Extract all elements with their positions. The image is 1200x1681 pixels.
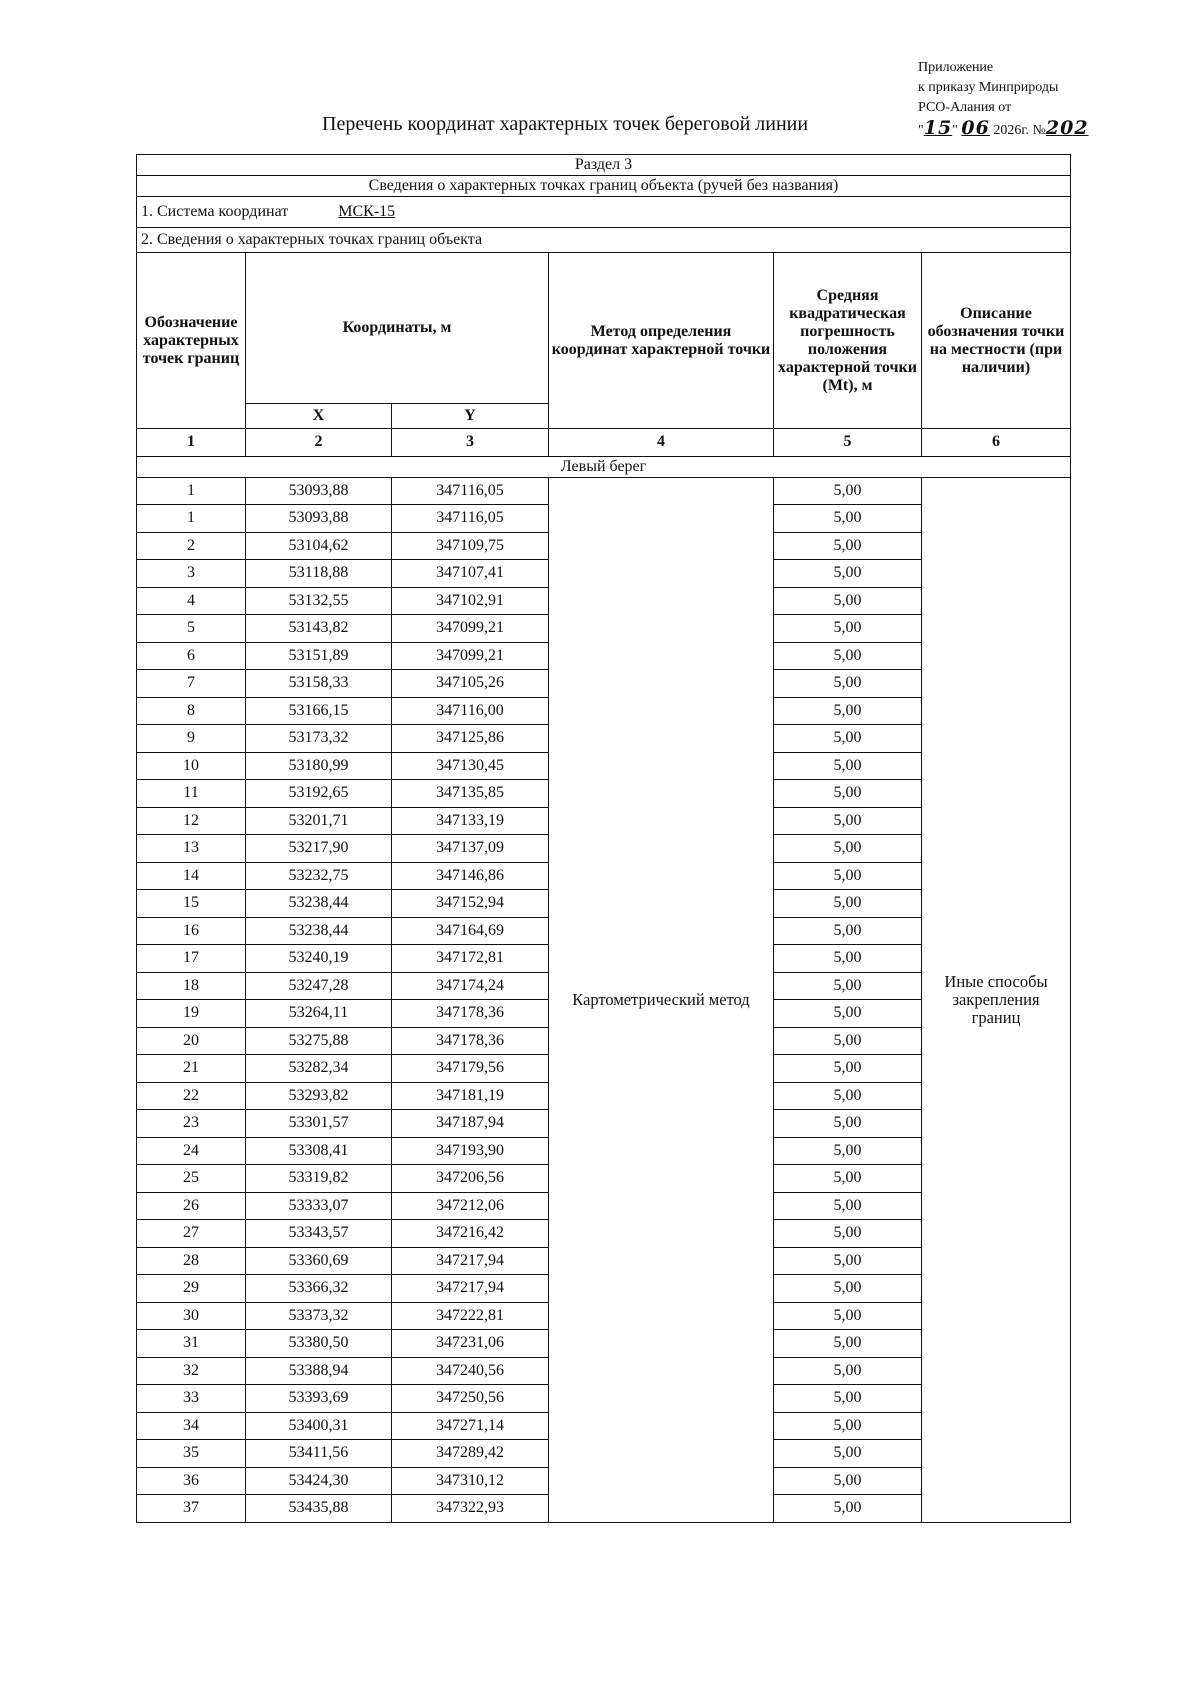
header-x: X bbox=[246, 404, 392, 429]
error-value: 5,00 bbox=[774, 972, 922, 1000]
point-number: 27 bbox=[137, 1220, 246, 1248]
coord-x: 53373,32 bbox=[246, 1302, 392, 1330]
bank-label: Левый берег bbox=[137, 456, 1071, 477]
annex-block bbox=[918, 58, 1188, 141]
column-number: 1 bbox=[137, 429, 246, 457]
annex-line-1: Приложение bbox=[918, 60, 994, 75]
error-value: 5,00 bbox=[774, 642, 922, 670]
coord-y: 347217,94 bbox=[392, 1247, 549, 1275]
coord-x: 53411,56 bbox=[246, 1440, 392, 1468]
point-number: 30 bbox=[137, 1302, 246, 1330]
method-cell: Картометрический метод bbox=[549, 477, 774, 1522]
annex-date-year: 2026г. № bbox=[993, 123, 1046, 138]
error-value: 5,00 bbox=[774, 560, 922, 588]
coord-x: 53192,65 bbox=[246, 780, 392, 808]
header-method: Метод определения координат характерной точки bbox=[549, 253, 774, 429]
coord-x: 53151,89 bbox=[246, 642, 392, 670]
coord-x: 53275,88 bbox=[246, 1027, 392, 1055]
coord-x: 53343,57 bbox=[246, 1220, 392, 1248]
coord-x: 53393,69 bbox=[246, 1385, 392, 1413]
error-value: 5,00 bbox=[774, 477, 922, 505]
header-row-1 bbox=[137, 253, 1071, 404]
coord-y: 347193,90 bbox=[392, 1137, 549, 1165]
coord-system-label: 1. Система координат bbox=[141, 203, 289, 220]
coord-x: 53093,88 bbox=[246, 505, 392, 533]
coord-y: 347187,94 bbox=[392, 1110, 549, 1138]
point-number: 4 bbox=[137, 587, 246, 615]
coord-y: 347109,75 bbox=[392, 532, 549, 560]
column-number: 3 bbox=[392, 429, 549, 457]
coord-x: 53380,50 bbox=[246, 1330, 392, 1358]
point-number: 29 bbox=[137, 1275, 246, 1303]
error-value: 5,00 bbox=[774, 1330, 922, 1358]
coord-x: 53173,32 bbox=[246, 725, 392, 753]
annex-line-3: РСО-Алания от bbox=[918, 100, 1012, 115]
point-number: 3 bbox=[137, 560, 246, 588]
coord-y: 347172,81 bbox=[392, 945, 549, 973]
coord-y: 347133,19 bbox=[392, 807, 549, 835]
coord-y: 347125,86 bbox=[392, 725, 549, 753]
coord-x: 53247,28 bbox=[246, 972, 392, 1000]
coord-y: 347164,69 bbox=[392, 917, 549, 945]
point-number: 31 bbox=[137, 1330, 246, 1358]
coord-x: 53240,19 bbox=[246, 945, 392, 973]
point-number: 26 bbox=[137, 1192, 246, 1220]
header-designation: Обозначение характерных точек границ bbox=[137, 253, 246, 429]
point-number: 9 bbox=[137, 725, 246, 753]
point-number: 37 bbox=[137, 1495, 246, 1523]
coord-x: 53333,07 bbox=[246, 1192, 392, 1220]
point-number: 6 bbox=[137, 642, 246, 670]
error-value: 5,00 bbox=[774, 697, 922, 725]
point-number: 28 bbox=[137, 1247, 246, 1275]
point-number: 21 bbox=[137, 1055, 246, 1083]
error-value: 5,00 bbox=[774, 1137, 922, 1165]
coord-x: 53264,11 bbox=[246, 1000, 392, 1028]
column-number: 4 bbox=[549, 429, 774, 457]
error-value: 5,00 bbox=[774, 1165, 922, 1193]
annex-date-month: 06 bbox=[961, 117, 990, 139]
point-number: 5 bbox=[137, 615, 246, 643]
error-value: 5,00 bbox=[774, 1412, 922, 1440]
coord-x: 53132,55 bbox=[246, 587, 392, 615]
coord-y: 347217,94 bbox=[392, 1275, 549, 1303]
coord-y: 347178,36 bbox=[392, 1000, 549, 1028]
error-value: 5,00 bbox=[774, 587, 922, 615]
coord-y: 347116,00 bbox=[392, 697, 549, 725]
error-value: 5,00 bbox=[774, 1385, 922, 1413]
error-value: 5,00 bbox=[774, 862, 922, 890]
annex-doc-number: 202 bbox=[1045, 117, 1089, 139]
column-number: 6 bbox=[922, 429, 1071, 457]
error-value: 5,00 bbox=[774, 1192, 922, 1220]
point-number: 11 bbox=[137, 780, 246, 808]
coord-y: 347179,56 bbox=[392, 1055, 549, 1083]
point-number: 36 bbox=[137, 1467, 246, 1495]
error-value: 5,00 bbox=[774, 532, 922, 560]
error-value: 5,00 bbox=[774, 1110, 922, 1138]
error-value: 5,00 bbox=[774, 615, 922, 643]
coord-y: 347135,85 bbox=[392, 780, 549, 808]
point-number: 17 bbox=[137, 945, 246, 973]
error-value: 5,00 bbox=[774, 1247, 922, 1275]
error-value: 5,00 bbox=[774, 670, 922, 698]
coord-x: 53293,82 bbox=[246, 1082, 392, 1110]
header-description: Описание обозначения точки на местности (при наличии) bbox=[922, 253, 1071, 429]
coord-x: 53217,90 bbox=[246, 835, 392, 863]
coord-y: 347116,05 bbox=[392, 505, 549, 533]
coord-y: 347107,41 bbox=[392, 560, 549, 588]
error-value: 5,00 bbox=[774, 1027, 922, 1055]
coord-x: 53166,15 bbox=[246, 697, 392, 725]
bank-label-row bbox=[137, 456, 1071, 477]
column-numbers-row bbox=[137, 429, 1071, 457]
section-label: Раздел 3 bbox=[137, 155, 1071, 176]
coord-system-value: МСК-15 bbox=[338, 203, 396, 220]
point-number: 10 bbox=[137, 752, 246, 780]
error-value: 5,00 bbox=[774, 505, 922, 533]
document-title: Перечень координат характерных точек береговой линии bbox=[322, 113, 809, 135]
header-error: Средняя квадратическая погрешность положения характерной точки (Mt), м bbox=[774, 253, 922, 429]
coord-x: 53282,34 bbox=[246, 1055, 392, 1083]
point-number: 22 bbox=[137, 1082, 246, 1110]
error-value: 5,00 bbox=[774, 835, 922, 863]
coord-x: 53301,57 bbox=[246, 1110, 392, 1138]
coord-y: 347231,06 bbox=[392, 1330, 549, 1358]
point-number: 23 bbox=[137, 1110, 246, 1138]
point-number: 32 bbox=[137, 1357, 246, 1385]
coord-x: 53232,75 bbox=[246, 862, 392, 890]
point-number: 14 bbox=[137, 862, 246, 890]
error-value: 5,00 bbox=[774, 1275, 922, 1303]
error-value: 5,00 bbox=[774, 945, 922, 973]
coord-y: 347174,24 bbox=[392, 972, 549, 1000]
coord-y: 347240,56 bbox=[392, 1357, 549, 1385]
coord-y: 347146,86 bbox=[392, 862, 549, 890]
point-number: 35 bbox=[137, 1440, 246, 1468]
coord-x: 53366,32 bbox=[246, 1275, 392, 1303]
point-number: 25 bbox=[137, 1165, 246, 1193]
error-value: 5,00 bbox=[774, 917, 922, 945]
coord-y: 347152,94 bbox=[392, 890, 549, 918]
coord-y: 347289,42 bbox=[392, 1440, 549, 1468]
coord-y: 347212,06 bbox=[392, 1192, 549, 1220]
error-value: 5,00 bbox=[774, 725, 922, 753]
coord-x: 53158,33 bbox=[246, 670, 392, 698]
coord-y: 347178,36 bbox=[392, 1027, 549, 1055]
point-number: 34 bbox=[137, 1412, 246, 1440]
coord-x: 53201,71 bbox=[246, 807, 392, 835]
coord-x: 53308,41 bbox=[246, 1137, 392, 1165]
section-subtitle-row bbox=[137, 176, 1071, 197]
column-number: 2 bbox=[246, 429, 392, 457]
point-number: 20 bbox=[137, 1027, 246, 1055]
section-label-row bbox=[137, 155, 1071, 176]
column-number: 5 bbox=[774, 429, 922, 457]
point-number: 7 bbox=[137, 670, 246, 698]
error-value: 5,00 bbox=[774, 1357, 922, 1385]
coord-y: 347216,42 bbox=[392, 1220, 549, 1248]
point-number: 2 bbox=[137, 532, 246, 560]
coordinates-table bbox=[136, 154, 1071, 1523]
coord-system-cell bbox=[137, 197, 1071, 228]
coord-y: 347102,91 bbox=[392, 587, 549, 615]
coord-x: 53400,31 bbox=[246, 1412, 392, 1440]
annex-date-day: 15 bbox=[923, 117, 953, 139]
error-value: 5,00 bbox=[774, 807, 922, 835]
coord-y: 347099,21 bbox=[392, 615, 549, 643]
coord-x: 53360,69 bbox=[246, 1247, 392, 1275]
coord-x: 53238,44 bbox=[246, 917, 392, 945]
coord-x: 53435,88 bbox=[246, 1495, 392, 1523]
coord-y: 347116,05 bbox=[392, 477, 549, 505]
error-value: 5,00 bbox=[774, 1000, 922, 1028]
coord-y: 347271,14 bbox=[392, 1412, 549, 1440]
point-number: 13 bbox=[137, 835, 246, 863]
point-number: 33 bbox=[137, 1385, 246, 1413]
coord-x: 53104,62 bbox=[246, 532, 392, 560]
error-value: 5,00 bbox=[774, 780, 922, 808]
point-number: 16 bbox=[137, 917, 246, 945]
coord-x: 53319,82 bbox=[246, 1165, 392, 1193]
point-number: 15 bbox=[137, 890, 246, 918]
coord-x: 53180,99 bbox=[246, 752, 392, 780]
error-value: 5,00 bbox=[774, 1495, 922, 1523]
point-number: 8 bbox=[137, 697, 246, 725]
coord-x: 53424,30 bbox=[246, 1467, 392, 1495]
annex-line-2: к приказу Минприроды bbox=[918, 80, 1059, 95]
table-row bbox=[137, 477, 1071, 505]
coord-x: 53388,94 bbox=[246, 1357, 392, 1385]
error-value: 5,00 bbox=[774, 1082, 922, 1110]
coord-y: 347250,56 bbox=[392, 1385, 549, 1413]
coord-y: 347310,12 bbox=[392, 1467, 549, 1495]
point-number: 12 bbox=[137, 807, 246, 835]
coord-y: 347206,56 bbox=[392, 1165, 549, 1193]
description-cell: Иные способы закрепления границ bbox=[922, 477, 1071, 1522]
coord-system-row bbox=[137, 197, 1071, 228]
point-number: 18 bbox=[137, 972, 246, 1000]
coord-x: 53143,82 bbox=[246, 615, 392, 643]
points-heading: 2. Сведения о характерных точках границ объекта bbox=[137, 228, 1071, 253]
point-number: 1 bbox=[137, 477, 246, 505]
coord-x: 53118,88 bbox=[246, 560, 392, 588]
coord-y: 347105,26 bbox=[392, 670, 549, 698]
error-value: 5,00 bbox=[774, 1220, 922, 1248]
error-value: 5,00 bbox=[774, 1467, 922, 1495]
error-value: 5,00 bbox=[774, 1302, 922, 1330]
coord-y: 347322,93 bbox=[392, 1495, 549, 1523]
coord-y: 347130,45 bbox=[392, 752, 549, 780]
annex-date-line: "15" 06 2026г. №202 bbox=[918, 117, 1089, 139]
points-heading-row bbox=[137, 228, 1071, 253]
error-value: 5,00 bbox=[774, 1440, 922, 1468]
coord-x: 53093,88 bbox=[246, 477, 392, 505]
point-number: 24 bbox=[137, 1137, 246, 1165]
error-value: 5,00 bbox=[774, 1055, 922, 1083]
header-coords: Координаты, м bbox=[246, 253, 549, 404]
coord-y: 347099,21 bbox=[392, 642, 549, 670]
coord-x: 53238,44 bbox=[246, 890, 392, 918]
coord-y: 347222,81 bbox=[392, 1302, 549, 1330]
header-y: Y bbox=[392, 404, 549, 429]
section-subtitle: Сведения о характерных точках границ объекта (ручей без названия) bbox=[137, 176, 1071, 197]
point-number: 1 bbox=[137, 505, 246, 533]
coord-y: 347137,09 bbox=[392, 835, 549, 863]
point-number: 19 bbox=[137, 1000, 246, 1028]
error-value: 5,00 bbox=[774, 752, 922, 780]
coord-y: 347181,19 bbox=[392, 1082, 549, 1110]
error-value: 5,00 bbox=[774, 890, 922, 918]
